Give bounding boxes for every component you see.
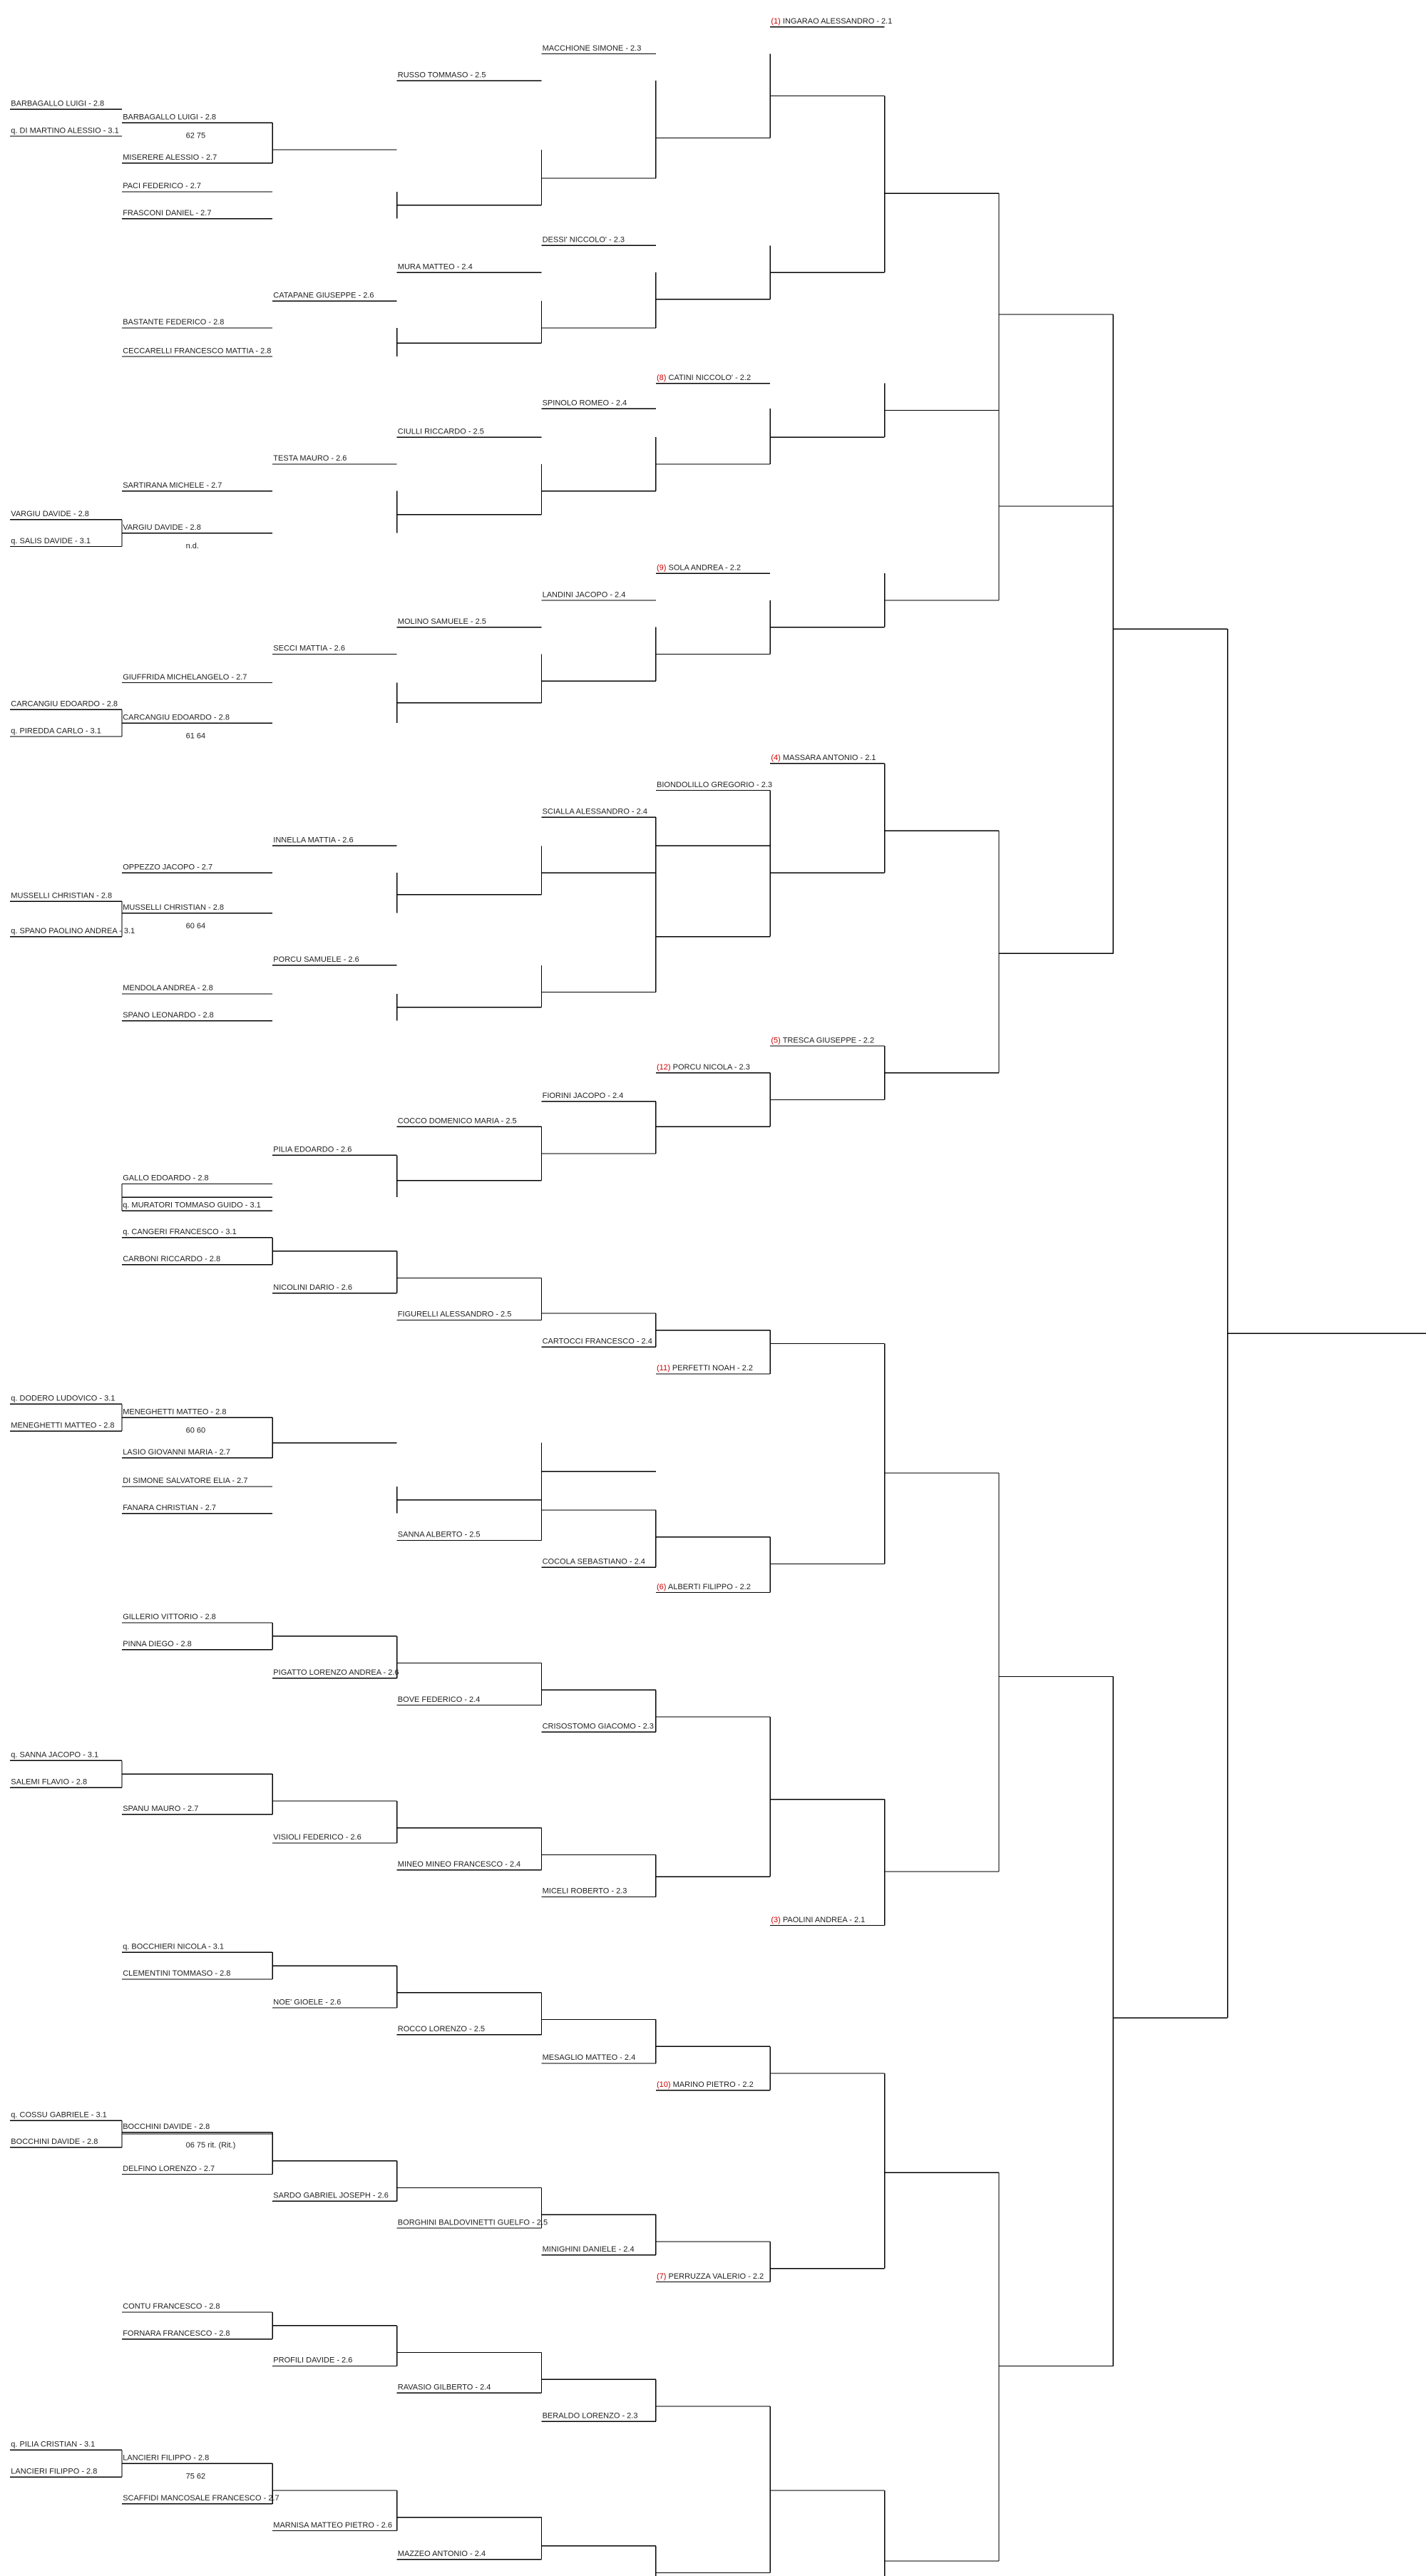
player-entry — [398, 262, 473, 271]
player-name: BARBAGALLO LUIGI - 2.8 — [11, 99, 105, 108]
seed-number: (8) — [657, 374, 669, 382]
player-name: SPANO PAOLINO ANDREA - 3.1 — [19, 927, 135, 935]
player-entry — [543, 2412, 638, 2421]
match-score: 61 64 — [185, 732, 206, 741]
player-entry — [398, 2383, 491, 2391]
player-name: MINEO MINEO FRANCESCO - 2.4 — [397, 1859, 521, 1869]
player-entry — [543, 1887, 627, 1896]
player-entry — [273, 2192, 389, 2200]
player-name: MENEGHETTI MATTEO - 2.8 — [123, 1407, 227, 1417]
player-entry — [123, 1477, 247, 1485]
player-entry — [657, 1583, 751, 1591]
player-entry — [123, 318, 224, 327]
player-entry — [123, 2302, 220, 2311]
player-name: MACCHIONE SIMONE - 2.3 — [542, 43, 642, 53]
player-entry — [123, 2123, 210, 2131]
player-entry — [11, 1777, 87, 1786]
player-name: CARBONI RICCARDO - 2.8 — [123, 1254, 221, 1263]
player-entry — [273, 1668, 399, 1677]
player-name: BOCCHINI DAVIDE - 2.8 — [11, 2138, 98, 2147]
player-entry — [123, 984, 213, 992]
player-name: MUSSELLI CHRISTIAN - 2.8 — [11, 891, 113, 900]
player-entry — [273, 1833, 361, 1842]
seed-number: (1) — [771, 17, 783, 26]
player-name: DODERO LUDOVICO - 3.1 — [19, 1394, 116, 1403]
player-name: PAOLINI ANDREA - 2.1 — [782, 1915, 866, 1924]
seed-number: (5) — [771, 1036, 783, 1045]
player-entry — [11, 1421, 114, 1430]
player-name: PACI FEDERICO - 2.7 — [123, 182, 202, 191]
player-entry — [123, 2454, 209, 2463]
player-name: PIREDDA CARLO - 3.1 — [19, 727, 101, 736]
player-entry — [123, 2165, 215, 2173]
player-name: DESSI' NICCOLO' - 2.3 — [542, 235, 625, 245]
match-score: 60 64 — [185, 921, 206, 930]
player-name: BIONDOLILLO GREGORIO - 2.3 — [657, 780, 772, 789]
player-entry — [11, 510, 89, 518]
player-name: DELFINO LORENZO - 2.7 — [123, 2164, 215, 2173]
player-name: FRASCONI DANIEL - 2.7 — [123, 208, 212, 217]
player-entry — [657, 374, 751, 382]
player-entry — [657, 2272, 764, 2281]
player-name: PORCU NICOLA - 2.3 — [672, 1063, 750, 1072]
player-name: PROFILI DAVIDE - 2.6 — [273, 2356, 353, 2365]
player-name: COCOLA SEBASTIANO - 2.4 — [542, 1557, 645, 1566]
player-name: MISERERE ALESSIO - 2.7 — [123, 153, 217, 163]
player-name: BORGHINI BALDOVINETTI GUELFO - 2.5 — [397, 2218, 548, 2227]
player-entry — [398, 617, 486, 626]
bracket-labels — [11, 17, 892, 2576]
player-name: PERRUZZA VALERIO - 2.2 — [668, 2272, 764, 2281]
player-entry — [11, 126, 118, 135]
player-name: MENDOLA ANDREA - 2.8 — [123, 984, 213, 993]
player-entry — [398, 1531, 481, 1539]
player-entry — [273, 1998, 341, 2006]
player-name: SOLA ANDREA - 2.2 — [668, 563, 741, 573]
player-name: SECCI MATTIA - 2.6 — [273, 644, 345, 653]
player-name: GIUFFRIDA MICHELANGELO - 2.7 — [123, 672, 247, 682]
player-name: TRESCA GIUSEPPE - 2.2 — [782, 1036, 875, 1045]
qualifier-tag: q. — [123, 1942, 132, 1951]
player-entry — [11, 2110, 107, 2119]
player-name: GALLO EDOARDO - 2.8 — [123, 1174, 209, 1183]
seed-number: (7) — [657, 2272, 669, 2281]
player-entry — [123, 1408, 226, 1417]
player-name: NOE' GIOELE - 2.6 — [273, 1998, 342, 2007]
player-name: CARTOCCI FRANCESCO - 2.4 — [542, 1337, 652, 1346]
player-entry — [657, 2080, 754, 2089]
player-name: INGARAO ALESSANDRO - 2.1 — [782, 17, 893, 26]
player-entry — [11, 2441, 95, 2449]
player-entry — [543, 44, 642, 53]
qualifier-tag: q. — [123, 1228, 132, 1237]
player-entry — [543, 1723, 654, 1731]
player-name: RAVASIO GILBERTO - 2.4 — [397, 2383, 491, 2392]
qualifier-tag: q. — [11, 927, 20, 935]
match-score: 62 75 — [185, 131, 206, 140]
player-name: DI SIMONE SALVATORE ELIA - 2.7 — [123, 1477, 248, 1486]
player-entry — [543, 1557, 645, 1566]
player-name: VARGIU DAVIDE - 2.8 — [11, 510, 89, 519]
player-entry — [123, 153, 217, 162]
player-name: FORNARA FRANCESCO - 2.8 — [123, 2329, 230, 2338]
player-entry — [273, 836, 353, 845]
player-name: COSSU GABRIELE - 3.1 — [19, 2110, 107, 2120]
qualifier-tag: q. — [11, 1394, 20, 1403]
qualifier-tag: q. — [123, 1201, 132, 1210]
bracket-lines — [10, 27, 1426, 2576]
player-entry — [273, 454, 347, 463]
player-name: CONTU FRANCESCO - 2.8 — [123, 2302, 220, 2311]
player-name: SANNA JACOPO - 3.1 — [19, 1750, 99, 1760]
player-entry — [11, 100, 104, 108]
player-name: FANARA CHRISTIAN - 2.7 — [123, 1503, 217, 1512]
player-name: CARCANGIU EDOARDO - 2.8 — [123, 713, 230, 722]
player-entry — [123, 1613, 216, 1621]
player-name: ROCCO LORENZO - 2.5 — [397, 2025, 486, 2034]
player-entry — [123, 1228, 237, 1236]
player-name: VISIOLI FEDERICO - 2.6 — [273, 1833, 361, 1842]
player-name: BERALDO LORENZO - 2.3 — [542, 2411, 638, 2421]
player-entry — [273, 1146, 352, 1154]
seed-number: (4) — [771, 754, 783, 762]
player-name: SCAFFIDI MANCOSALE FRANCESCO - 2.7 — [123, 2494, 279, 2503]
player-name: SCIALLA ALESSANDRO - 2.4 — [542, 807, 647, 816]
qualifier-tag: q. — [11, 2110, 20, 2120]
player-name: PIGATTO LORENZO ANDREA - 2.6 — [273, 1668, 399, 1678]
player-entry — [543, 399, 627, 407]
player-name: OPPEZZO JACOPO - 2.7 — [123, 863, 213, 872]
player-name: DI MARTINO ALESSIO - 3.1 — [19, 126, 119, 135]
player-entry — [657, 1063, 750, 1072]
player-name: MICELI ROBERTO - 2.3 — [542, 1887, 627, 1896]
player-name: CATAPANE GIUSEPPE - 2.6 — [273, 291, 374, 300]
player-entry — [11, 537, 91, 545]
player-name: LANCIERI FILIPPO - 2.8 — [11, 2467, 98, 2476]
player-entry — [771, 17, 892, 26]
player-name: LANCIERI FILIPPO - 2.8 — [123, 2453, 210, 2463]
player-entry — [543, 236, 625, 245]
player-entry — [123, 209, 211, 217]
seed-number: (3) — [771, 1915, 783, 1924]
player-entry — [11, 891, 112, 900]
player-entry — [398, 428, 484, 436]
match-score: 06 75 rit. (Rit.) — [185, 2140, 236, 2150]
player-name: LASIO GIOVANNI MARIA - 2.7 — [123, 1448, 230, 1457]
player-entry — [11, 727, 101, 735]
player-name: SARDO GABRIEL JOSEPH - 2.6 — [273, 2191, 389, 2200]
player-name: SALEMI FLAVIO - 2.8 — [11, 1777, 88, 1787]
player-entry — [123, 903, 224, 912]
player-entry — [543, 2245, 635, 2254]
player-entry — [398, 2550, 486, 2558]
player-entry — [123, 1174, 208, 1183]
player-entry — [123, 2494, 279, 2503]
player-name: MAZZEO ANTONIO - 2.4 — [397, 2549, 486, 2558]
player-entry — [273, 2356, 352, 2365]
player-name: PORCU SAMUELE - 2.6 — [273, 955, 359, 965]
player-name: FIORINI JACOPO - 2.4 — [542, 1092, 624, 1101]
player-name: SPANO LEONARDO - 2.8 — [123, 1010, 214, 1020]
player-name: SPANU MAURO - 2.7 — [123, 1805, 199, 1814]
player-entry — [11, 700, 118, 709]
player-entry — [123, 1011, 214, 1020]
qualifier-tag: q. — [11, 727, 20, 736]
player-name: FIGURELLI ALESSANDRO - 2.5 — [397, 1310, 512, 1319]
player-name: MARINO PIETRO - 2.2 — [672, 2080, 754, 2089]
player-entry — [123, 1504, 216, 1512]
player-entry — [123, 481, 222, 490]
player-name: MENEGHETTI MATTEO - 2.8 — [11, 1421, 115, 1430]
player-name: RUSSO TOMMASO - 2.5 — [397, 71, 486, 80]
qualifier-tag: q. — [11, 1750, 20, 1760]
player-name: INNELLA MATTIA - 2.6 — [273, 836, 354, 845]
player-entry — [771, 754, 876, 762]
qualifier-tag: q. — [11, 2440, 20, 2449]
player-entry — [771, 1916, 865, 1924]
player-name: SARTIRANA MICHELE - 2.7 — [123, 481, 222, 490]
player-entry — [771, 1036, 874, 1045]
player-name: CARCANGIU EDOARDO - 2.8 — [11, 699, 118, 709]
player-name: MINIGHINI DANIELE - 2.4 — [542, 2245, 635, 2254]
player-entry — [123, 1969, 230, 1978]
player-entry — [398, 1310, 512, 1319]
player-entry — [123, 1201, 261, 1209]
seed-number: (11) — [657, 1364, 672, 1373]
player-entry — [543, 1092, 624, 1100]
seed-number: (9) — [657, 563, 669, 573]
player-name: PINNA DIEGO - 2.8 — [123, 1640, 192, 1648]
player-name: VARGIU DAVIDE - 2.8 — [123, 523, 201, 532]
player-name: ALBERTI FILIPPO - 2.2 — [667, 1582, 751, 1591]
player-entry — [123, 1448, 230, 1457]
player-entry — [273, 292, 374, 300]
player-entry — [657, 1364, 753, 1372]
player-name: BOVE FEDERICO - 2.4 — [397, 1695, 481, 1704]
player-name: BOCCHINI DAVIDE - 2.8 — [123, 2122, 210, 2131]
player-name: CECCARELLI FRANCESCO MATTIA - 2.8 — [123, 347, 272, 356]
player-entry — [657, 564, 741, 573]
player-entry — [398, 1695, 481, 1704]
player-entry — [11, 2138, 98, 2146]
seed-number: (10) — [657, 2080, 673, 2089]
player-name: MURA MATTEO - 2.4 — [397, 262, 473, 272]
player-entry — [123, 523, 201, 532]
player-entry — [398, 1117, 517, 1126]
player-name: GILLERIO VITTORIO - 2.8 — [123, 1613, 216, 1622]
player-entry — [273, 1283, 352, 1292]
player-entry — [123, 1255, 220, 1263]
player-name: CATINI NICCOLO' - 2.2 — [668, 374, 752, 382]
player-entry — [123, 113, 216, 122]
player-entry — [543, 1337, 652, 1345]
player-name: CANGERI FRANCESCO - 3.1 — [131, 1228, 237, 1237]
seed-number: (6) — [657, 1582, 668, 1591]
player-entry — [11, 1751, 98, 1760]
player-name: MESAGLIO MATTEO - 2.4 — [542, 2053, 636, 2063]
player-name: PILIA EDOARDO - 2.6 — [273, 1145, 352, 1154]
player-entry — [123, 1640, 192, 1648]
player-name: BASTANTE FEDERICO - 2.8 — [123, 318, 225, 327]
player-name: NICOLINI DARIO - 2.6 — [273, 1283, 352, 1292]
player-name: CRISOSTOMO GIACOMO - 2.3 — [542, 1722, 654, 1731]
match-score: 75 62 — [185, 2472, 206, 2481]
player-name: COCCO DOMENICO MARIA - 2.5 — [397, 1117, 517, 1126]
player-name: PERFETTI NOAH - 2.2 — [672, 1364, 753, 1373]
match-score: n.d. — [185, 541, 199, 550]
player-name: SALIS DAVIDE - 3.1 — [19, 536, 91, 545]
player-entry — [273, 955, 359, 964]
player-name: LANDINI JACOPO - 2.4 — [542, 590, 626, 600]
player-entry — [273, 645, 345, 653]
player-name: CIULLI RICCARDO - 2.5 — [397, 427, 484, 436]
seed-number: (12) — [657, 1063, 673, 1072]
player-entry — [11, 1395, 115, 1403]
qualifier-tag: q. — [11, 536, 20, 545]
player-entry — [123, 1805, 198, 1813]
player-name: PILIA CRISTIAN - 3.1 — [19, 2440, 96, 2449]
player-entry — [123, 1943, 224, 1951]
player-entry — [273, 2521, 392, 2530]
player-name: MOLINO SAMUELE - 2.5 — [397, 617, 486, 626]
player-name: SPINOLO ROMEO - 2.4 — [542, 399, 627, 408]
player-entry — [123, 182, 201, 190]
player-name: MUSSELLI CHRISTIAN - 2.8 — [123, 903, 225, 912]
player-entry — [398, 2025, 485, 2033]
player-entry — [543, 590, 626, 599]
player-entry — [123, 673, 247, 682]
player-entry — [398, 1860, 520, 1869]
player-entry — [657, 781, 772, 789]
player-entry — [11, 927, 135, 935]
player-entry — [543, 808, 647, 816]
player-entry — [398, 2218, 548, 2227]
player-name: CLEMENTINI TOMMASO - 2.8 — [123, 1969, 231, 1979]
player-entry — [543, 2053, 636, 2062]
player-name: BOCCHIERI NICOLA - 3.1 — [131, 1942, 225, 1951]
player-entry — [398, 71, 486, 80]
qualifier-tag: q. — [11, 126, 20, 135]
player-entry — [123, 347, 271, 355]
player-entry — [11, 2467, 97, 2475]
player-entry — [123, 863, 212, 871]
player-name: MARNISA MATTEO PIETRO - 2.6 — [273, 2520, 392, 2530]
player-name: SANNA ALBERTO - 2.5 — [397, 1530, 481, 1539]
player-entry — [123, 713, 230, 722]
player-entry — [123, 2329, 230, 2338]
player-name: MURATORI TOMMASO GUIDO - 3.1 — [131, 1201, 261, 1210]
player-name: TESTA MAURO - 2.6 — [273, 454, 347, 463]
player-name: MASSARA ANTONIO - 2.1 — [782, 754, 876, 762]
match-score: 60 60 — [185, 1426, 206, 1435]
player-name: BARBAGALLO LUIGI - 2.8 — [123, 113, 217, 122]
